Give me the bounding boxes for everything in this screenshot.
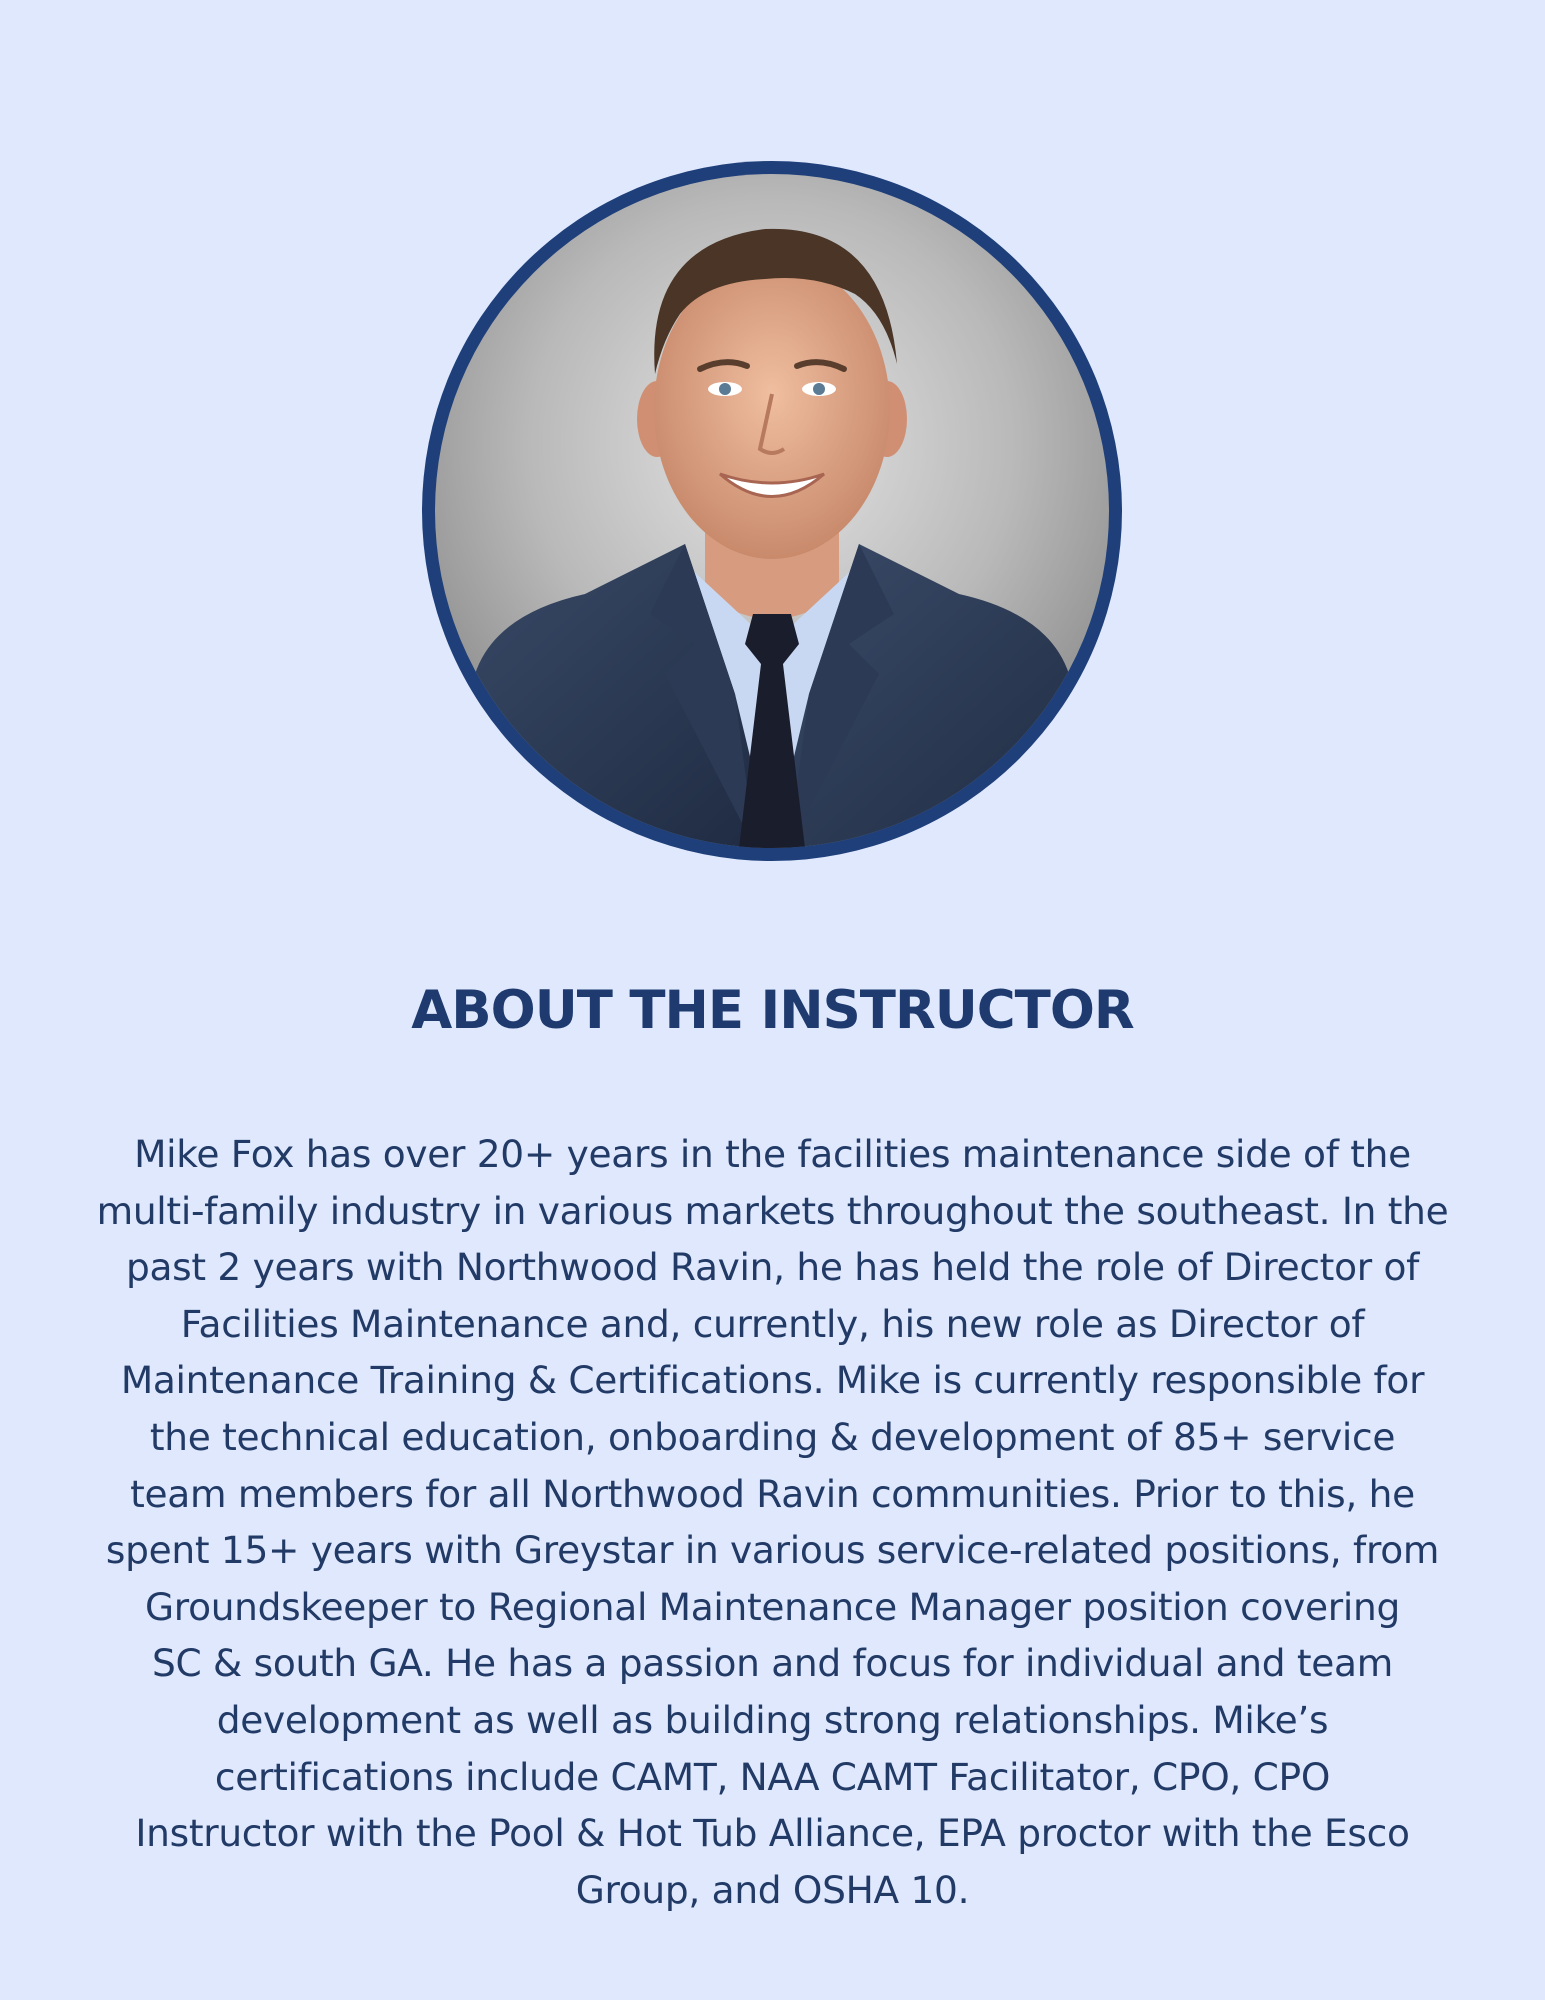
instructor-portrait xyxy=(435,174,1109,848)
bio-line: the technical education, onboarding & development of 85+ service xyxy=(149,1414,1396,1459)
bio-line: Groundskeeper to Regional Maintenance Manager position covering xyxy=(145,1584,1400,1629)
bio-line: Maintenance Training & Certifications. Mike is currently responsible for xyxy=(120,1358,1425,1403)
instructor-bio xyxy=(60,1126,1485,1918)
bio-line: spent 15+ years with Greystar in various service-related positions, from xyxy=(105,1528,1440,1573)
instructor-portrait-frame xyxy=(422,161,1122,861)
bio-line: Instructor with the Pool & Hot Tub Alliance, EPA proctor with the Esco xyxy=(135,1811,1410,1856)
bio-line: Facilities Maintenance and, currently, his new role as Director of xyxy=(180,1301,1365,1346)
bio-line: SC & south GA. He has a passion and focus for individual and team xyxy=(152,1641,1393,1686)
bio-line: development as well as building strong relationships. Mike’s xyxy=(216,1697,1329,1742)
bio-line: past 2 years with Northwood Ravin, he has held the role of Director of xyxy=(125,1245,1420,1290)
bio-line: Mike Fox has over 20+ years in the facilities maintenance side of the xyxy=(134,1132,1411,1176)
bio-line: team members for all Northwood Ravin communities. Prior to this, he xyxy=(130,1471,1415,1516)
about-heading: ABOUT THE INSTRUCTOR xyxy=(411,980,1134,1041)
bio-line: multi-family industry in various markets throughout the southeast. In the xyxy=(96,1188,1449,1233)
bio-line: Group, and OSHA 10. xyxy=(575,1867,970,1912)
bio-line: certifications include CAMT, NAA CAMT Facilitator, CPO, CPO xyxy=(214,1754,1331,1799)
instructor-photo xyxy=(435,174,1109,848)
